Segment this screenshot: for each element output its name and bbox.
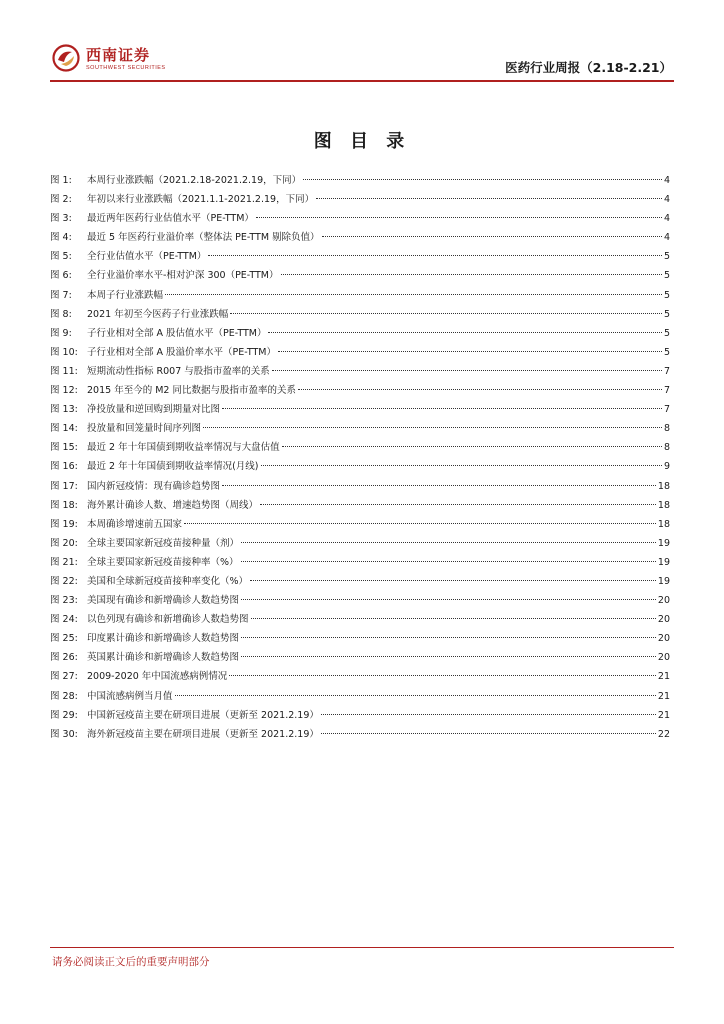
toc-entry-label: 图 12:: [50, 385, 78, 397]
toc-entry[interactable]: [50, 457, 670, 476]
toc-entry-page: 5: [663, 270, 670, 282]
toc-entry-page: 5: [663, 251, 670, 263]
toc-entry[interactable]: [50, 286, 670, 305]
toc-entry-page: 18: [657, 518, 670, 530]
toc-entry-title: 以色列现有确诊和新增确诊人数趋势图: [87, 614, 249, 626]
toc-entry-page: 20: [657, 633, 670, 645]
toc-entry-page: 4: [663, 194, 670, 206]
toc-entry[interactable]: [50, 381, 670, 400]
company-logo: [50, 42, 200, 76]
toc-leader-dots: [241, 599, 656, 600]
toc-entry-title: 国内新冠疫情：现有确诊趋势图: [87, 480, 221, 492]
toc-entry-label: 图 18:: [50, 499, 78, 511]
toc-entry-title: 海外新冠疫苗主要在研项目进展（更新至 2021.2.19）: [87, 728, 319, 740]
toc-entry-label: 图 26:: [50, 652, 78, 664]
toc-entry[interactable]: [50, 610, 670, 629]
toc-entry-title: 全行业溢价率水平-相对沪深 300（PE-TTM）: [87, 270, 279, 282]
toc-leader-dots: [208, 255, 662, 256]
toc-entry-page: 22: [657, 728, 670, 740]
toc-leader-dots: [241, 542, 656, 543]
toc-entry[interactable]: [50, 438, 670, 457]
toc-entry-label: 图 17:: [50, 480, 78, 492]
toc-entry-title: 美国和全球新冠疫苗接种率变化（%）: [87, 575, 249, 587]
toc-entry-label: 图 28:: [50, 690, 78, 702]
toc-entry-label: 图 20:: [50, 537, 78, 549]
toc-entry-label: 图 9:: [50, 327, 72, 339]
toc-entry-page: 20: [657, 614, 670, 626]
toc-entry-page: 20: [657, 595, 670, 607]
footer-divider: [50, 947, 674, 948]
toc-entry-page: 8: [663, 442, 670, 454]
toc-entry-label: 图 11:: [50, 365, 78, 377]
toc-leader-dots: [268, 332, 661, 333]
toc-entry[interactable]: [50, 706, 670, 725]
toc-entry-title: 2009-2020 年中国流感病例情况: [87, 671, 228, 683]
toc-entry-page: 21: [657, 709, 670, 721]
toc-leader-dots: [278, 351, 662, 352]
toc-entry-title: 子行业相对全部 A 股估值水平（PE-TTM）: [87, 327, 267, 339]
toc-entry-title: 英国累计确诊和新增确诊人数趋势图: [87, 652, 240, 664]
toc-entry-page: 4: [663, 213, 670, 225]
toc-entry-label: 图 14:: [50, 423, 78, 435]
toc-entry-title: 最近 2 年十年国债到期收益率情况(月线): [87, 461, 259, 473]
toc-entry-title: 2021 年初至今医药子行业涨跌幅: [87, 308, 229, 320]
toc-leader-dots: [321, 714, 656, 715]
toc-leader-dots: [322, 236, 662, 237]
toc-entry-label: 图 16:: [50, 461, 78, 473]
page-title: 图 目 录: [313, 131, 411, 152]
toc-entry-label: 图 1:: [50, 175, 72, 186]
report-title: 医药行业周报（2.18-2.21）: [505, 60, 672, 75]
toc-leader-dots: [175, 695, 656, 696]
toc-entry-title: 美国现有确诊和新增确诊人数趋势图: [87, 595, 240, 607]
toc-entry-title: 全球主要国家新冠疫苗接种量（剂）: [87, 537, 240, 549]
toc-entry[interactable]: [50, 591, 670, 610]
toc-entry-title: 本周确诊增速前五国家: [87, 518, 183, 530]
toc-entry-title: 子行业相对全部 A 股溢价率水平（PE-TTM）: [87, 346, 276, 358]
toc-leader-dots: [298, 389, 662, 390]
toc-entry-label: 图 19:: [50, 518, 78, 530]
toc-leader-dots: [282, 446, 662, 447]
toc-entry-title: 印度累计确诊和新增确诊人数趋势图: [87, 633, 240, 645]
toc-entry-page: 7: [663, 404, 670, 416]
toc-entry[interactable]: [50, 667, 670, 686]
toc-entry-title: 2015 年至今的 M2 同比数据与股指市盈率的关系: [87, 385, 296, 397]
toc-entry-title: 最近两年医药行业估值水平（PE-TTM）: [87, 213, 254, 225]
toc-entry-page: 7: [663, 365, 670, 377]
toc-leader-dots: [222, 408, 662, 409]
toc-entry-label: 图 8:: [50, 308, 72, 320]
toc-entry-label: 图 7:: [50, 289, 72, 301]
toc-entry-label: 图 24:: [50, 614, 78, 626]
toc-leader-dots: [281, 274, 662, 275]
toc-entry-label: 图 21:: [50, 556, 78, 568]
toc-leader-dots: [241, 637, 656, 638]
toc-entry-title: 海外累计确诊人数、增速趋势图（周线）: [87, 499, 259, 511]
toc-entry-title: 中国流感病例当月值: [87, 690, 173, 702]
footer-disclaimer: 请务必阅读正文后的重要声明部分: [52, 956, 210, 968]
toc-entry-label: 图 3:: [50, 213, 72, 225]
toc-entry-label: 图 5:: [50, 251, 72, 263]
toc-entry[interactable]: [50, 400, 670, 419]
toc-entry[interactable]: [50, 534, 670, 553]
toc-leader-dots: [184, 523, 656, 524]
toc-entry[interactable]: [50, 266, 670, 285]
page-header: [50, 40, 674, 80]
toc-entry-page: 5: [663, 346, 670, 358]
toc-leader-dots: [222, 485, 656, 486]
toc-entry-label: 图 30:: [50, 728, 78, 740]
logo-chinese-name: 西南证券: [86, 46, 151, 64]
toc-entry-label: 图 15:: [50, 442, 78, 454]
toc-leader-dots: [316, 198, 662, 199]
toc-entry[interactable]: [50, 648, 670, 667]
toc-entry[interactable]: [50, 553, 670, 572]
toc-entry-page: 18: [657, 480, 670, 492]
toc-entry[interactable]: [50, 362, 670, 381]
toc-leader-dots: [165, 294, 662, 295]
toc-leader-dots: [203, 427, 662, 428]
toc-entry-title: 最近 2 年十年国债到期收益率情况与大盘估值: [87, 442, 280, 454]
toc-entry-title: 投放量和回笼量时间序列图: [87, 423, 202, 435]
toc-entry-page: 19: [657, 575, 670, 587]
toc-entry-title: 全行业估值水平（PE-TTM）: [87, 251, 207, 263]
toc-entry-page: 8: [663, 423, 670, 435]
toc-entry-title: 年初以来行业涨跌幅（2021.1.1-2021.2.19，下同）: [87, 194, 315, 206]
toc-entry-label: 图 22:: [50, 575, 78, 587]
toc-entry-page: 19: [657, 537, 670, 549]
toc-leader-dots: [321, 733, 656, 734]
toc-entry[interactable]: [50, 496, 670, 515]
toc-entry-title: 本周子行业涨跌幅: [87, 289, 164, 301]
toc-entry-label: 图 25:: [50, 633, 78, 645]
toc-leader-dots: [250, 580, 656, 581]
toc-entry[interactable]: [50, 247, 670, 266]
toc-entry-title: 本周行业涨跌幅（2021.2.18-2021.2.19，下同）: [87, 175, 302, 186]
toc-entry[interactable]: [50, 324, 670, 343]
toc-entry[interactable]: [50, 171, 670, 190]
company-logo-icon: [52, 44, 80, 72]
header-divider: [50, 80, 674, 82]
toc-entry[interactable]: [50, 687, 670, 706]
toc-entry-label: 图 13:: [50, 404, 78, 416]
toc-entry[interactable]: [50, 228, 670, 247]
toc-leader-dots: [230, 313, 662, 314]
toc-entry-page: 4: [663, 232, 670, 244]
toc-entry-page: 21: [657, 690, 670, 702]
toc-entry-title: 最近 5 年医药行业溢价率（整体法 PE-TTM 剔除负值）: [87, 232, 320, 244]
toc-entry[interactable]: [50, 305, 670, 324]
toc-leader-dots: [241, 561, 656, 562]
toc-entry-page: 4: [663, 175, 670, 186]
toc-entry-title: 短期流动性指标 R007 与股指市盈率的关系: [87, 365, 270, 377]
toc-entry[interactable]: [50, 190, 670, 209]
toc-entry-label: 图 27:: [50, 671, 78, 683]
toc-leader-dots: [251, 618, 656, 619]
toc-leader-dots: [260, 504, 656, 505]
toc-entry[interactable]: [50, 572, 670, 591]
toc-entry-page: 5: [663, 308, 670, 320]
toc-entry[interactable]: [50, 477, 670, 496]
figure-table-of-contents: [50, 171, 670, 744]
toc-leader-dots: [272, 370, 662, 371]
toc-entry-page: 21: [657, 671, 670, 683]
toc-entry[interactable]: [50, 209, 670, 228]
toc-entry-label: 图 6:: [50, 270, 72, 282]
toc-entry-label: 图 23:: [50, 595, 78, 607]
toc-leader-dots: [261, 465, 662, 466]
toc-entry-page: 20: [657, 652, 670, 664]
toc-entry-page: 7: [663, 385, 670, 397]
toc-entry-page: 18: [657, 499, 670, 511]
toc-entry[interactable]: [50, 343, 670, 362]
toc-entry[interactable]: [50, 629, 670, 648]
logo-english-name: SOUTHWEST SECURITIES: [86, 65, 166, 71]
toc-entry-label: 图 2:: [50, 194, 72, 206]
toc-entry-label: 图 4:: [50, 232, 72, 244]
toc-entry-label: 图 29:: [50, 709, 78, 721]
toc-leader-dots: [241, 656, 656, 657]
toc-entry-title: 净投放量和逆回购到期量对比图: [87, 404, 221, 416]
toc-entry[interactable]: [50, 515, 670, 534]
toc-leader-dots: [303, 179, 662, 180]
toc-entry[interactable]: [50, 725, 670, 744]
toc-leader-dots: [256, 217, 662, 218]
toc-entry-title: 中国新冠疫苗主要在研项目进展（更新至 2021.2.19）: [87, 709, 319, 721]
toc-entry-label: 图 10:: [50, 346, 78, 358]
toc-leader-dots: [229, 675, 656, 676]
toc-entry[interactable]: [50, 419, 670, 438]
toc-entry-page: 19: [657, 556, 670, 568]
toc-entry-title: 全球主要国家新冠疫苗接种率（%）: [87, 556, 239, 568]
toc-entry-page: 5: [663, 289, 670, 301]
toc-entry-page: 9: [663, 461, 670, 473]
toc-entry-page: 5: [663, 327, 670, 339]
